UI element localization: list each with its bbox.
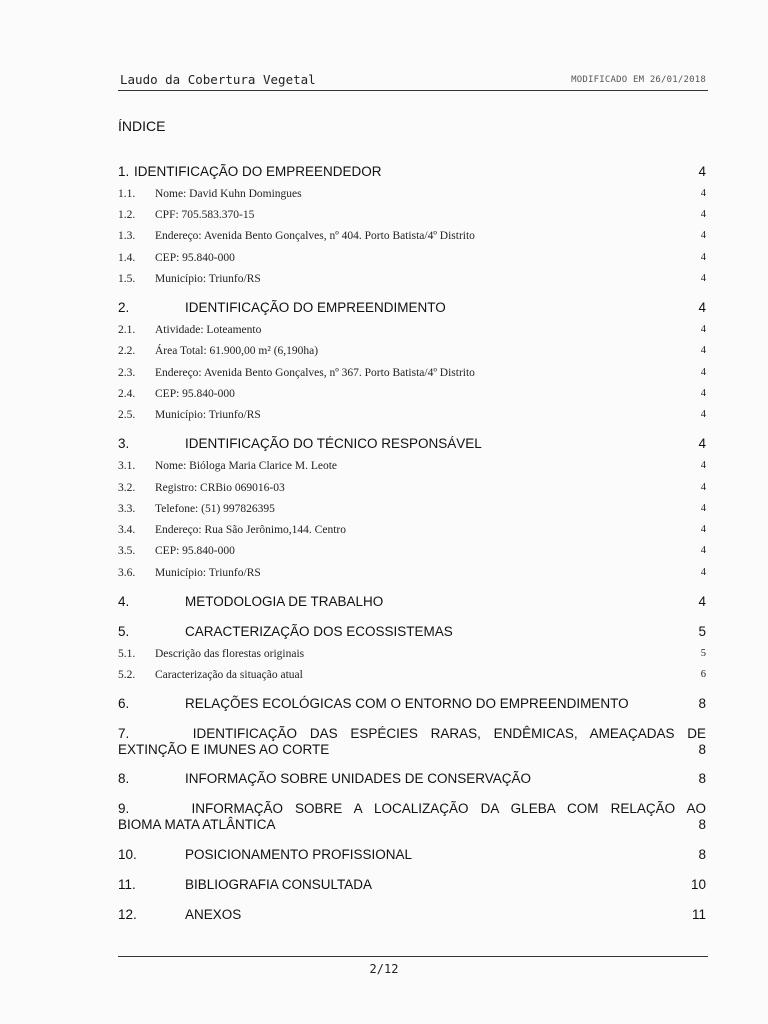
toc-subitem-text: Endereço: Rua São Jerônimo,144. Centro bbox=[155, 524, 346, 536]
toc-subitem-text: Área Total: 61.900,00 m² (6,190ha) bbox=[155, 345, 319, 357]
toc-subitem-number: 2.1. bbox=[118, 324, 136, 336]
toc-subitem-page: 4 bbox=[700, 567, 706, 578]
toc-section-page: 8 bbox=[698, 696, 706, 711]
toc-subitem-text: Telefone: (51) 997826395 bbox=[155, 503, 275, 515]
toc-subitem-number: 3.1. bbox=[118, 460, 136, 472]
toc-subitem-page: 4 bbox=[700, 482, 706, 493]
toc-section-5[interactable] bbox=[118, 624, 708, 642]
toc-section-title-line2: EXTINÇÃO E IMUNES AO CORTE bbox=[118, 742, 330, 757]
toc-subitem-1-2[interactable] bbox=[118, 209, 708, 225]
toc-section-title: IDENTIFICAÇÃO DO EMPREENDEDOR bbox=[134, 164, 382, 179]
toc-subitem-text: Município: Triunfo/RS bbox=[155, 567, 261, 579]
toc-section-page: 8 bbox=[698, 771, 706, 786]
toc-section-9[interactable] bbox=[118, 801, 708, 835]
toc-section-title: METODOLOGIA DE TRABALHO bbox=[185, 594, 384, 609]
toc-subitem-text: Nome: Bióloga Maria Clarice M. Leote bbox=[155, 460, 338, 472]
index-title: ÍNDICE bbox=[118, 118, 166, 134]
toc-section-number: 3. bbox=[118, 436, 130, 451]
toc-subitem-page: 4 bbox=[700, 252, 706, 263]
toc-section-title: INFORMAÇÃO SOBRE UNIDADES DE CONSERVAÇÃO bbox=[185, 771, 532, 786]
toc-subitem-page: 4 bbox=[700, 460, 706, 471]
toc-subitem-page: 4 bbox=[700, 503, 706, 514]
toc-section-4[interactable] bbox=[118, 594, 708, 612]
toc-subitem-number: 1.5. bbox=[118, 273, 136, 285]
toc-subitem-number: 3.2. bbox=[118, 482, 136, 494]
toc-subitem-page: 4 bbox=[700, 409, 706, 420]
toc-subitem-page: 4 bbox=[700, 273, 706, 284]
toc-subitem-text: Atividade: Loteamento bbox=[155, 324, 262, 336]
toc-section-title: IDENTIFICAÇÃO DO EMPREENDIMENTO bbox=[185, 300, 446, 315]
toc-subitem-text: Endereço: Avenida Bento Gonçalves, nº 367. Porto Batista/4º Distrito bbox=[155, 367, 475, 379]
toc-section-number: 1. bbox=[118, 164, 130, 179]
toc-subitem-text: Município: Triunfo/RS bbox=[155, 273, 261, 285]
toc-subitem-page: 6 bbox=[700, 669, 706, 680]
toc-subitem-page: 4 bbox=[700, 209, 706, 220]
toc-section-title: INFORMAÇÃO SOBRE A LOCALIZAÇÃO DA GLEBA COM RELAÇÃO AO bbox=[191, 801, 706, 816]
toc-section-page: 8 bbox=[698, 817, 706, 832]
toc-subitem-page: 4 bbox=[700, 524, 706, 535]
toc-section-page: 8 bbox=[698, 742, 706, 757]
toc-subitem-page: 4 bbox=[700, 345, 706, 356]
toc-subitem-1-5[interactable] bbox=[118, 273, 708, 289]
toc-subitem-page: 4 bbox=[700, 545, 706, 556]
toc-subitem-text: CEP: 95.840-000 bbox=[155, 388, 235, 400]
toc-subitem-number: 1.2. bbox=[118, 209, 136, 221]
toc-section-page: 4 bbox=[698, 436, 706, 451]
header-modified-date: MODIFICADO EM 26/01/2018 bbox=[571, 75, 706, 85]
toc-subitem-number: 3.6. bbox=[118, 567, 136, 579]
toc-subitem-number: 3.3. bbox=[118, 503, 136, 515]
toc-subitem-text: CPF: 705.583.370-15 bbox=[155, 209, 255, 221]
toc-subitem-text: CEP: 95.840-000 bbox=[155, 545, 235, 557]
toc-section-number: 9. bbox=[118, 801, 130, 816]
page-header bbox=[118, 70, 708, 91]
page-number: 2/12 bbox=[369, 962, 399, 976]
toc-section-page: 11 bbox=[691, 907, 706, 922]
toc-section-number: 7. bbox=[118, 726, 130, 741]
toc-subitem-number: 1.3. bbox=[118, 230, 136, 242]
toc-section-7[interactable] bbox=[118, 726, 708, 760]
toc-subitem-number: 2.5. bbox=[118, 409, 136, 421]
toc-subitem-page: 4 bbox=[700, 324, 706, 335]
toc-section-1[interactable] bbox=[118, 164, 708, 182]
toc-section-number: 12. bbox=[118, 907, 137, 922]
toc-subitem-2-1[interactable] bbox=[118, 324, 708, 340]
toc-section-11[interactable] bbox=[118, 877, 708, 895]
toc-subitem-number: 5.1. bbox=[118, 648, 136, 660]
toc-section-12[interactable] bbox=[118, 907, 708, 925]
toc-section-3[interactable] bbox=[118, 436, 708, 454]
toc-subitem-3-4[interactable] bbox=[118, 524, 708, 540]
toc-subitem-number: 3.5. bbox=[118, 545, 136, 557]
toc-subitem-page: 4 bbox=[700, 388, 706, 399]
toc-section-10[interactable] bbox=[118, 847, 708, 865]
toc-subitem-number: 2.4. bbox=[118, 388, 136, 400]
toc-section-page: 10 bbox=[690, 877, 706, 892]
toc-subitem-2-5[interactable] bbox=[118, 409, 708, 425]
toc-section-page: 4 bbox=[698, 164, 706, 179]
toc-section-page: 8 bbox=[698, 847, 706, 862]
toc-subitem-3-5[interactable] bbox=[118, 545, 708, 561]
toc-subitem-1-4[interactable] bbox=[118, 252, 708, 268]
toc-subitem-number: 2.2. bbox=[118, 345, 136, 357]
toc-subitem-1-1[interactable] bbox=[118, 188, 708, 204]
toc-section-number: 6. bbox=[118, 696, 130, 711]
toc-section-title: ANEXOS bbox=[185, 907, 242, 922]
toc-subitem-number: 5.2. bbox=[118, 669, 136, 681]
header-title: Laudo da Cobertura Vegetal bbox=[120, 72, 316, 87]
toc-section-number: 2. bbox=[118, 300, 130, 315]
toc-section-number: 5. bbox=[118, 624, 130, 639]
toc-subitem-2-2[interactable] bbox=[118, 345, 708, 361]
toc-subitem-page: 5 bbox=[700, 648, 706, 659]
toc-subitem-text: Caracterização da situação atual bbox=[155, 669, 303, 681]
footer-divider bbox=[118, 956, 708, 957]
toc-subitem-number: 1.4. bbox=[118, 252, 136, 264]
toc-section-title-line2: BIOMA MATA ATLÂNTICA bbox=[118, 817, 276, 832]
toc-subitem-5-1[interactable] bbox=[118, 648, 708, 664]
toc-subitem-number: 2.3. bbox=[118, 367, 136, 379]
toc-subitem-1-3[interactable] bbox=[118, 230, 708, 246]
toc-section-8[interactable] bbox=[118, 771, 708, 789]
toc-section-title-line1 bbox=[118, 726, 706, 741]
toc-subitem-number: 3.4. bbox=[118, 524, 136, 536]
toc-subitem-2-3[interactable] bbox=[118, 367, 708, 383]
toc-section-page: 5 bbox=[698, 624, 706, 639]
toc-section-title: POSICIONAMENTO PROFISSIONAL bbox=[185, 847, 413, 862]
toc-section-page: 4 bbox=[698, 300, 706, 315]
toc-section-title: BIBLIOGRAFIA CONSULTADA bbox=[185, 877, 373, 892]
toc-section-number: 4. bbox=[118, 594, 130, 609]
toc-subitem-page: 4 bbox=[700, 367, 706, 378]
toc-section-title: IDENTIFICAÇÃO DAS ESPÉCIES RARAS, ENDÊMICAS, AMEAÇADAS DE bbox=[192, 726, 706, 741]
toc-subitem-page: 4 bbox=[700, 230, 706, 241]
toc-subitem-text: Nome: David Kuhn Domingues bbox=[155, 188, 302, 200]
toc-subitem-3-1[interactable] bbox=[118, 460, 708, 476]
toc-subitem-3-6[interactable] bbox=[118, 567, 708, 583]
toc-section-2[interactable] bbox=[118, 300, 708, 318]
toc-subitem-5-2[interactable] bbox=[118, 669, 708, 685]
toc-section-title: CARACTERIZAÇÃO DOS ECOSSISTEMAS bbox=[185, 624, 453, 639]
toc-section-title: IDENTIFICAÇÃO DO TÉCNICO RESPONSÁVEL bbox=[185, 436, 482, 451]
toc-section-title-line1 bbox=[118, 801, 706, 816]
toc-subitem-text: Endereço: Avenida Bento Gonçalves, nº 404. Porto Batista/4º Distrito bbox=[155, 230, 475, 242]
toc-section-page: 4 bbox=[698, 594, 706, 609]
toc-subitem-page: 4 bbox=[700, 188, 706, 199]
toc-subitem-3-2[interactable] bbox=[118, 482, 708, 498]
toc-section-6[interactable] bbox=[118, 696, 708, 714]
toc-section-number: 8. bbox=[118, 771, 130, 786]
toc-subitem-number: 1.1. bbox=[118, 188, 136, 200]
toc-subitem-3-3[interactable] bbox=[118, 503, 708, 519]
toc-section-title: RELAÇÕES ECOLÓGICAS COM O ENTORNO DO EMPREENDIMENTO bbox=[185, 696, 629, 711]
toc-subitem-text: Registro: CRBio 069016-03 bbox=[155, 482, 285, 494]
toc-section-number: 11. bbox=[118, 877, 136, 892]
toc-section-number: 10. bbox=[118, 847, 137, 862]
toc-subitem-text: Descrição das florestas originais bbox=[155, 648, 305, 660]
toc-subitem-text: Município: Triunfo/RS bbox=[155, 409, 261, 421]
toc-subitem-text: CEP: 95.840-000 bbox=[155, 252, 235, 264]
toc-subitem-2-4[interactable] bbox=[118, 388, 708, 404]
